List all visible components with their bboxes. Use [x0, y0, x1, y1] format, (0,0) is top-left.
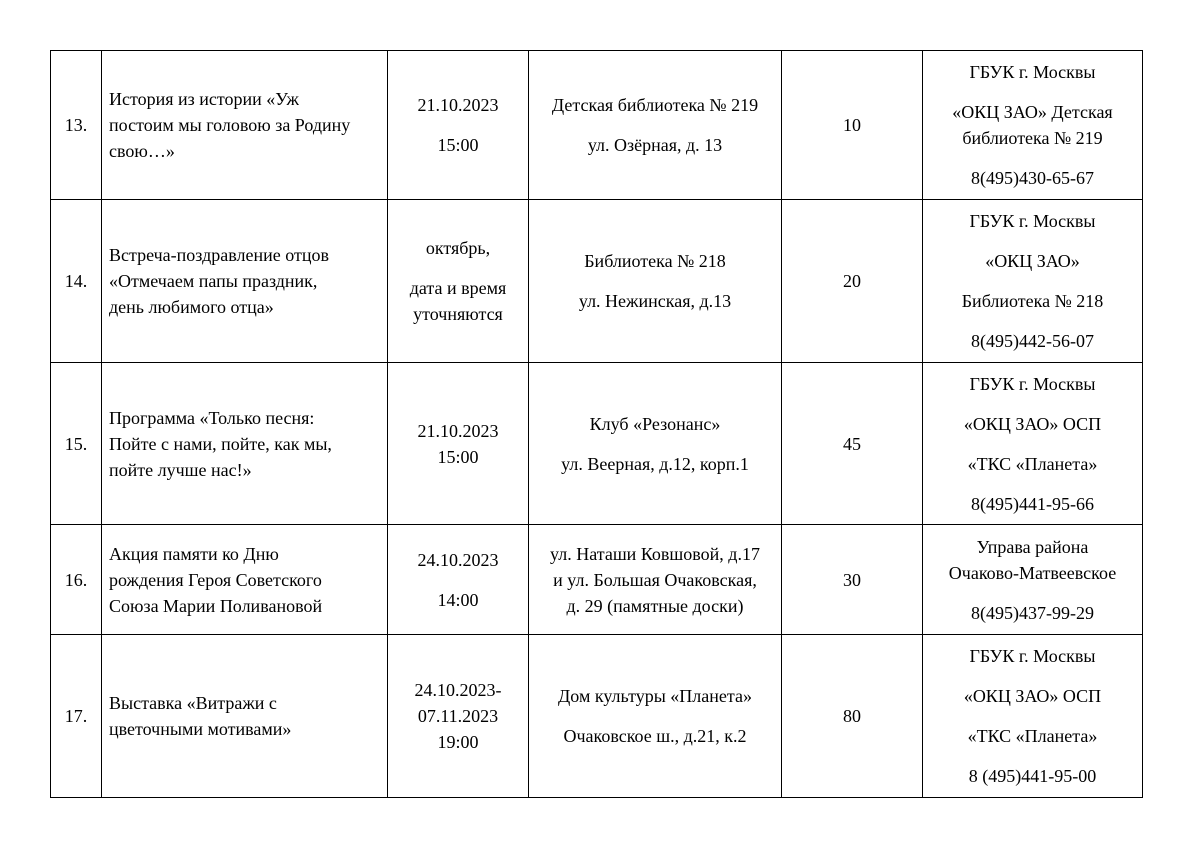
row-number: 16. — [51, 525, 102, 635]
table-row — [51, 51, 1143, 200]
event-name: Встреча-поздравление отцов «Отмечаем папы праздник, день любимого отца» — [102, 200, 388, 363]
row-number: 14. — [51, 200, 102, 363]
events-table — [50, 50, 1143, 798]
event-place: Клуб «Резонанс» ул. Веерная, д.12, корп.1 — [529, 363, 782, 525]
participant-count: 45 — [782, 363, 923, 525]
event-date: 24.10.2023 14:00 — [388, 525, 529, 635]
participant-count: 30 — [782, 525, 923, 635]
organizer: ГБУК г. Москвы «ОКЦ ЗАО» Детская библиотека № 219 8(495)430-65-67 — [923, 51, 1143, 200]
event-place: Детская библиотека № 219 ул. Озёрная, д. 13 — [529, 51, 782, 200]
table-row — [51, 635, 1143, 798]
event-date: 24.10.2023- 07.11.2023 19:00 — [388, 635, 529, 798]
table-row — [51, 525, 1143, 635]
organizer: ГБУК г. Москвы «ОКЦ ЗАО» Библиотека № 218 8(495)442-56-07 — [923, 200, 1143, 363]
event-date: октябрь, дата и время уточняются — [388, 200, 529, 363]
participant-count: 20 — [782, 200, 923, 363]
organizer: Управа района Очаково-Матвеевское 8(495)437-99-29 — [923, 525, 1143, 635]
event-place: Библиотека № 218 ул. Нежинская, д.13 — [529, 200, 782, 363]
table-row — [51, 363, 1143, 525]
organizer: ГБУК г. Москвы «ОКЦ ЗАО» ОСП «ТКС «Планета» 8 (495)441-95-00 — [923, 635, 1143, 798]
row-number: 15. — [51, 363, 102, 525]
row-number: 13. — [51, 51, 102, 200]
participant-count: 80 — [782, 635, 923, 798]
event-date: 21.10.2023 15:00 — [388, 51, 529, 200]
organizer: ГБУК г. Москвы «ОКЦ ЗАО» ОСП «ТКС «Планета» 8(495)441-95-66 — [923, 363, 1143, 525]
row-number: 17. — [51, 635, 102, 798]
event-name: Выставка «Витражи с цветочными мотивами» — [102, 635, 388, 798]
event-name: Акция памяти ко Дню рождения Героя Советского Союза Марии Поливановой — [102, 525, 388, 635]
table-row — [51, 200, 1143, 363]
event-name: Программа «Только песня: Пойте с нами, пойте, как мы, пойте лучше нас!» — [102, 363, 388, 525]
event-name: История из истории «Уж постоим мы головою за Родину свою…» — [102, 51, 388, 200]
event-date: 21.10.2023 15:00 — [388, 363, 529, 525]
event-place: ул. Наташи Ковшовой, д.17 и ул. Большая Очаковская, д. 29 (памятные доски) — [529, 525, 782, 635]
event-place: Дом культуры «Планета» Очаковское ш., д.21, к.2 — [529, 635, 782, 798]
participant-count: 10 — [782, 51, 923, 200]
